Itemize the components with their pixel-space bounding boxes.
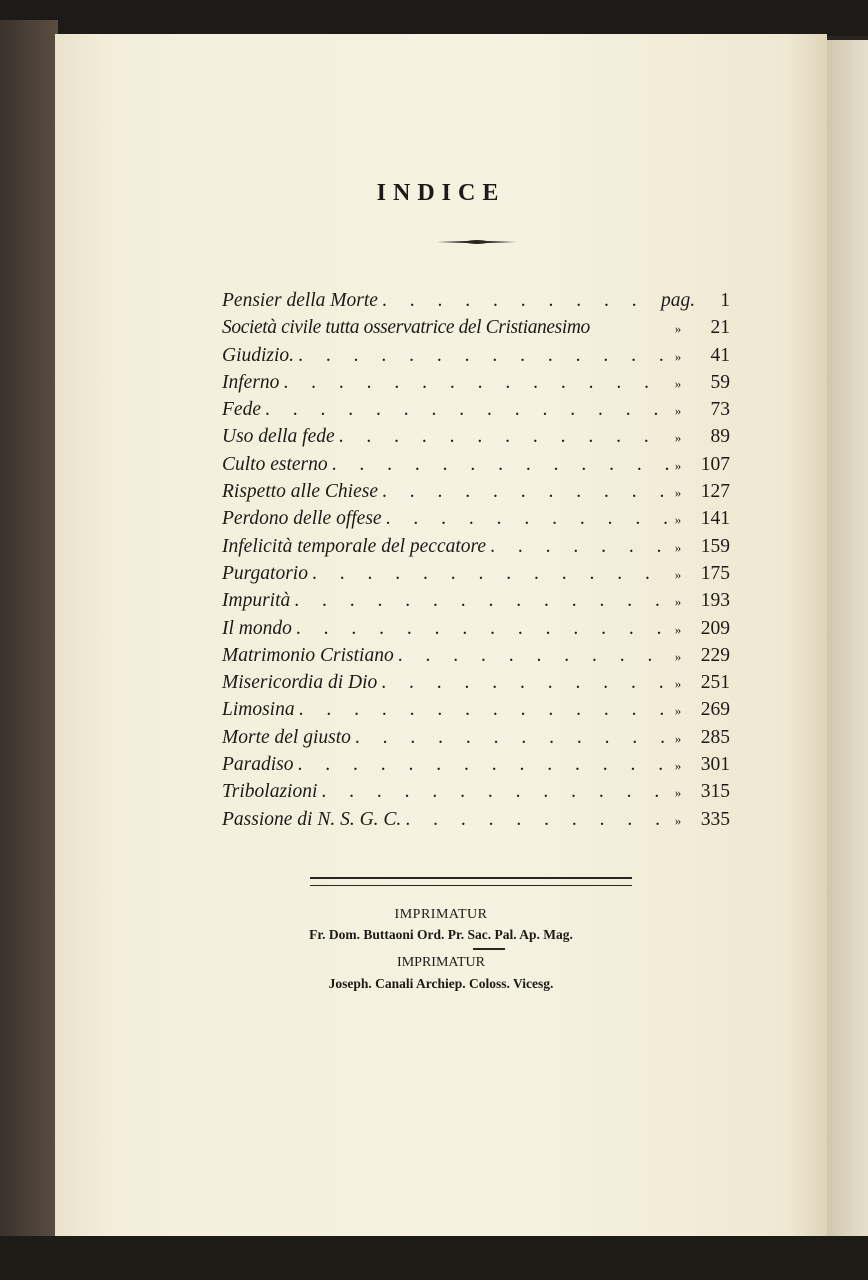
imprimatur-heading: IMPRIMATUR	[397, 955, 485, 970]
scan-background-bottom	[0, 1236, 868, 1280]
toc-entry-marker: »	[674, 730, 682, 746]
toc-entry-title: Pensier della Morte	[222, 290, 378, 311]
toc-entry	[222, 781, 730, 808]
toc-entry	[222, 290, 730, 317]
toc-entry-page: 141	[700, 508, 730, 530]
toc-entry-page: 127	[700, 481, 730, 503]
dot-leader	[317, 781, 670, 803]
toc-entry-marker: »	[674, 430, 682, 446]
dot-leader	[328, 454, 670, 476]
dot-leader	[378, 481, 670, 503]
imprimatur-heading: IMPRIMATUR	[394, 907, 488, 922]
toc-entry	[222, 508, 730, 535]
toc-entry-title: Infelicità temporale del peccatore	[222, 535, 487, 557]
toc-entry-marker: pag.	[660, 290, 696, 311]
toc-entry	[222, 399, 730, 426]
toc-entry	[222, 809, 730, 836]
toc-entry	[222, 372, 730, 399]
toc-entry-page: 315	[700, 781, 730, 803]
toc-entry-marker: »	[674, 785, 682, 801]
toc-entry-page: 41	[710, 344, 730, 366]
toc-entry	[222, 563, 730, 590]
toc-entry	[222, 645, 730, 672]
toc-entry-marker: »	[674, 457, 682, 473]
toc-entry	[222, 317, 730, 344]
toc-entry-page: 229	[700, 644, 730, 666]
toc-entry	[222, 536, 730, 563]
toc-entry-title: Limosina	[222, 699, 295, 721]
toc-entry-title: Uso della fede	[222, 426, 335, 448]
toc-entry-title: Paradiso	[222, 754, 294, 776]
imprimatur-signer: Fr. Dom. Buttaoni Ord. Pr. Sac. Pal. Ap. Mag.	[309, 927, 573, 942]
toc-entry	[222, 590, 730, 617]
dot-leader	[290, 590, 670, 612]
toc-entry	[222, 345, 730, 372]
dot-leader	[401, 809, 670, 831]
dot-leader	[377, 672, 670, 694]
toc-entry-page: 209	[700, 617, 730, 639]
toc-entry-page: 21	[710, 317, 730, 339]
toc-entry-page: 301	[700, 754, 730, 776]
toc-entry	[222, 618, 730, 645]
dot-leader	[292, 618, 670, 640]
toc-entry-page: 107	[700, 453, 730, 475]
dot-leader	[279, 372, 670, 394]
toc-entry	[222, 699, 730, 726]
ornament-divider	[437, 240, 517, 244]
toc-entry-marker: »	[674, 812, 682, 828]
toc-entry	[222, 454, 730, 481]
dot-leader	[351, 727, 670, 749]
toc-entry-marker: »	[674, 375, 682, 391]
book-page	[55, 34, 827, 1236]
toc-entry-page: 175	[700, 562, 730, 584]
dot-leader	[382, 508, 670, 530]
toc-entry-page: 285	[700, 726, 730, 748]
toc-entry-title: Passione di N. S. G. C.	[222, 808, 402, 830]
toc-entry-page: 269	[700, 699, 730, 721]
adjacent-page-edge	[826, 40, 868, 1240]
scan-background-top	[0, 0, 868, 36]
toc-entry	[222, 727, 730, 754]
toc-entry-title: Culto esterno	[222, 453, 328, 475]
book-cover-edge	[0, 20, 58, 1260]
toc-entry-marker: »	[674, 648, 682, 664]
toc-entry	[222, 426, 730, 453]
toc-entry-marker: »	[674, 321, 682, 337]
toc-entry-title: Purgatorio	[222, 562, 308, 584]
page-title: INDICE	[376, 180, 506, 206]
toc-entry-page: 159	[700, 535, 730, 557]
toc-entry-title: Il mondo	[222, 617, 292, 639]
toc-entry-marker: »	[674, 348, 682, 364]
toc-entry-title: Società civile tutta osservatrice del Cristianesimo	[222, 317, 590, 339]
toc-entry-title: Rispetto alle Chiese	[222, 481, 378, 503]
short-rule-divider	[473, 948, 505, 950]
toc-entry-marker: »	[674, 621, 682, 637]
toc-entry-title: Tribolazioni	[222, 781, 318, 803]
dot-leader	[486, 536, 670, 558]
toc-entry-marker: »	[674, 703, 682, 719]
dot-leader	[294, 754, 670, 776]
toc-entry	[222, 481, 730, 508]
toc-entry-title: Inferno	[222, 371, 280, 393]
toc-entry-title: Giudizio.	[222, 344, 295, 366]
toc-entry	[222, 672, 730, 699]
dot-leader	[394, 645, 670, 667]
toc-entry-marker: »	[674, 758, 682, 774]
toc-entry-page: 335	[700, 808, 730, 830]
dot-leader	[335, 426, 670, 448]
toc-entry-marker: »	[674, 403, 682, 419]
toc-entry-page: 1	[720, 290, 730, 311]
toc-entry-title: Misericordia di Dio	[222, 672, 378, 694]
toc-entry-title: Fede	[222, 399, 261, 421]
dot-leader	[261, 399, 670, 421]
toc-entry-marker: »	[674, 539, 682, 555]
imprimatur-signer: Joseph. Canali Archiep. Coloss. Vicesg.	[328, 976, 554, 991]
toc-entry-title: Perdono delle offese	[222, 508, 382, 530]
toc-entry-title: Morte del giusto	[222, 726, 351, 748]
toc-entry-title: Impurità	[222, 590, 291, 612]
toc-entry	[222, 754, 730, 781]
toc-entry-page: 251	[700, 672, 730, 694]
toc-entry-marker: »	[674, 676, 682, 692]
double-rule-divider	[310, 877, 632, 886]
toc-entry-title: Matrimonio Cristiano	[222, 644, 394, 666]
toc-entry-marker: »	[674, 512, 682, 528]
table-of-contents	[222, 290, 730, 836]
toc-entry-page: 89	[710, 426, 730, 448]
dot-leader	[308, 563, 670, 585]
toc-entry-marker: »	[674, 485, 682, 501]
dot-leader	[378, 290, 660, 312]
toc-entry-marker: »	[674, 594, 682, 610]
toc-entry-page: 73	[710, 399, 730, 421]
dot-leader	[295, 699, 670, 721]
toc-entry-marker: »	[674, 566, 682, 582]
dot-leader	[294, 345, 670, 367]
toc-entry-page: 193	[700, 590, 730, 612]
toc-entry-page: 59	[710, 371, 730, 393]
